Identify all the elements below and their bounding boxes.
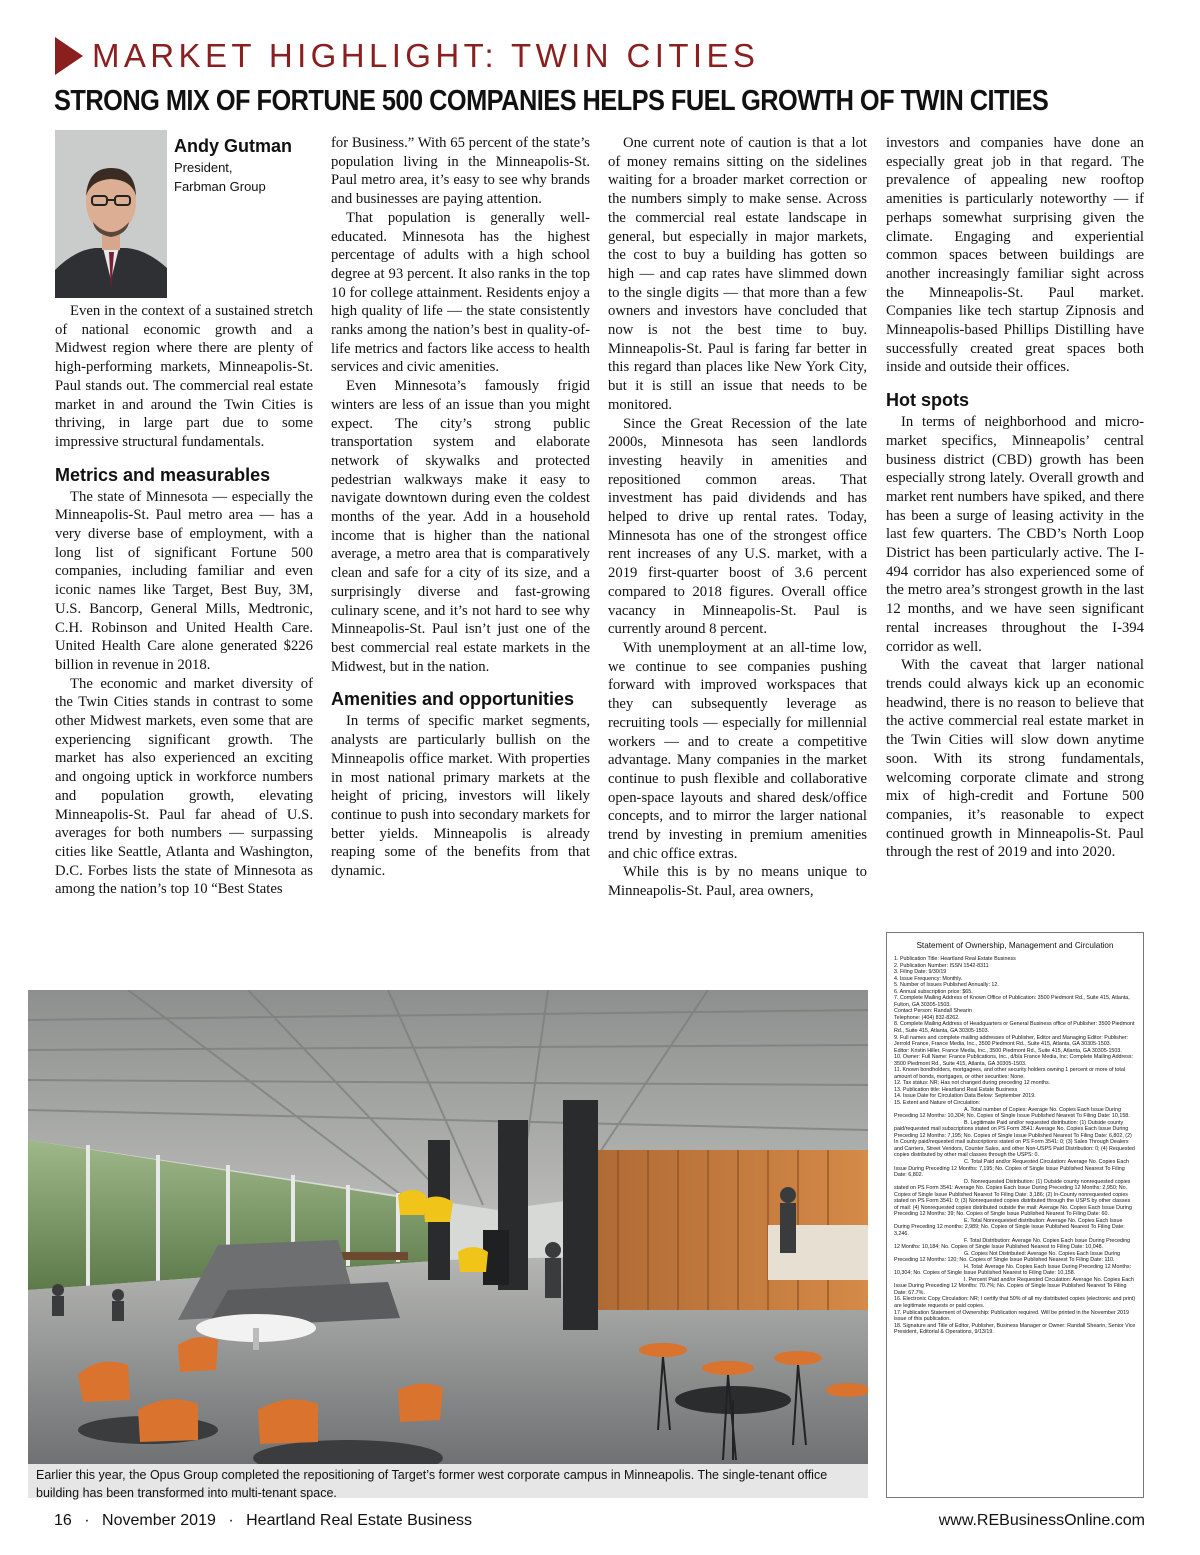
statement-line: Editor: Kristin Hiller, France Media, Inc., 3500 Piedmont Rd., Suite 415, Atlanta, GA 30305-1503. [894, 1047, 1122, 1054]
photo-caption: Earlier this year, the Opus Group completed the repositioning of Target’s former west corporate campus in Minneapolis. The single-tenant office building has been transformed into multi-tenant space. [28, 1464, 868, 1498]
paragraph-col2-1: for Business.” With 65 percent of the state’s population living in the Minneapolis-St. Paul metro area, it’s easy to see why brands and businesses are paying attention. [331, 135, 590, 208]
statement-line: 6. Annual subscription price: $65. [894, 988, 973, 995]
statement-line: Contact Person: Randall Shearin [894, 1008, 972, 1015]
subhead-amenities: Amenities and opportunities [331, 689, 575, 710]
statement-line: D. Nonrequested Distribution: (1) Outside county nonrequested copies stated on PS Form 3541: Average No. Copies Each Issue During Preceding 12 Months: 2,950; No. Copies of Single Issue Published Nearest To Filing Date: 3,186; (2) In-County nonrequested copies stated on PS Form 3541: 0; (3) Nonrequested copies distributed through the USPS by other classes of mail: (4) Nonrequested copies distributed outside the mail: Average No. Copies Each Issue During Preceding 12 Months: 39; No. Copies of Single Issue Published Nearest To Filing Date: 60. [894, 1178, 1132, 1218]
statement-line: H. Total: Average No. Copies Each Issue During Preceding 12 Months: 10,304; No. Copies of Single Issue Published Nearest to Filing Date: 10,158. [894, 1263, 1132, 1277]
ownership-statement-box [886, 932, 1144, 1498]
article-column-1 [55, 302, 313, 899]
statement-line: 12. Tax status: NR; Has not changed during preceding 12 months. [894, 1080, 1051, 1087]
page-number: 16 [54, 1512, 72, 1529]
office-interior-illustration [28, 990, 868, 1464]
statement-line: 4. Issue Frequency: Monthly. [894, 975, 963, 982]
footer-left [54, 1512, 472, 1530]
publication-name: Heartland Real Estate Business [246, 1512, 473, 1529]
paragraph-amenities: In terms of specific market segments, analysts are particularly bullish on the Minneapolis office market. With properties in most national primary markets at the height of pricing, investors will likely continue to push into secondary markets for better yields. Minneapolis is already reaping some of the benefits from that dynamic. [331, 713, 590, 880]
statement-line: B. Legitimate Paid and/or requested distribution: (1) Outside county paid/requested mail subscriptions stated on PS Form 3541: Average No. Copies Each Issue During Preceding 12 Months: 7,195; No. Copies of Single Issue Published Nearest To Filing Date: 6,802, (2) In County paid/requested mail subscriptions stated on PS Form 3541: 0; (3) Sales Through Dealers and Carriers, Street Vendors, Counter Sales, and other Non-USPS Paid Distribution: 0; (4) Requested copies distributed by other mail classes through the USPS: 0. [894, 1119, 1135, 1159]
statement-line: G. Copies Not Distributed: Average No. Copies Each Issue During Preceding 12 Months: 120; No. Copies of Single Issue Published Nearest To Filing Date: 110. [894, 1250, 1121, 1264]
paragraph-hotspots-1: In terms of neighborhood and micro-market specifics, Minneapolis’ central business district (CBD) growth has been especially strong lately. Overall growth and market rent numbers have spiked, and there has been a surge of leasing activity in the last few quarters. The CBD’s North Loop District has been particularly active. The I-494 corridor has also experienced some of the metro area’s strongest growth in the last 12 months, and we have seen significant rental increases throughout the I-394 corridor as well. [886, 414, 1144, 655]
paragraph-col2-2: That population is generally well-educated. Minnesota has the highest percentage of adults with a high school degree at 93 percent. It also ranks in the top 10 for college attainment. Residents enjoy a high quality of life — the state consistently ranks among the nation’s best in quality-of-life metrics and factors like access to health services and civic amenities. [331, 209, 590, 376]
footer-separator: · [84, 1512, 90, 1529]
statement-line: 13. Publication title: Heartland Real Estate Business [894, 1086, 1018, 1093]
author-title: President, [174, 160, 233, 175]
statement-line: 17. Publication Statement of Ownership: Publication required. Will be printed in the November 2019 issue of this publication. [894, 1309, 1129, 1323]
statement-line: A. Total number of Copies: Average No. Copies Each Issue During Preceding 12 Months: 10,304; No. Copies of Single Issue Published Nearest To Filing Date: 10,158. [894, 1106, 1130, 1120]
subhead-hotspots: Hot spots [886, 390, 969, 411]
paragraph-metrics-2: The economic and market diversity of the Twin Cities stands in contrast to some other Midwest markets, even some that are experiencing significant growth. The market has also experienced an exciting and ongoing uptick in workforce numbers and population growth, elevating Minneapolis-St. Paul far ahead of U.S. averages for both numbers — surpassing cities like Seattle, Atlanta and Washington, D.C. Forbes lists the state of Minnesota as among the nation’s top 10 “Best States [55, 675, 313, 898]
author-photo [55, 130, 167, 298]
statement-line: 15. Extent and Nature of Circulation: [894, 1100, 981, 1107]
section-title: MARKET HIGHLIGHT: TWIN CITIES [92, 37, 760, 74]
statement-line: 9. Full names and complete mailing addresses of Publisher, Editor and Managing Editor: Publisher: Jerrold France, France Media, Inc., 3500 Piedmont Rd., Suite 415, Atlanta, GA 30305-1503. [894, 1034, 1129, 1048]
author-name: Andy Gutman [174, 136, 293, 156]
statement-line: 18. Signature and Title of Editor, Publisher, Business Manager or Owner: Randall Shearin, Senior Vice President, Editorial & Operations, 9/13/19. [894, 1322, 1136, 1336]
statement-line: 16. Electronic Copy Circulation: NR; I certify that 50% of all my distributed copies (electronic and print) are legitimate requests or paid copies. [894, 1296, 1136, 1309]
statement-line: C. Total Paid and/or Requested Circulation: Average No. Copies Each Issue During Preceding 12 Months: 7,195; No. Copies of Single Issue Published Nearest To Filing Date: 6,802. [894, 1158, 1129, 1179]
statement-line: 8. Complete Mailing Address of Headquarters or General Business office of Publisher: 3500 Piedmont Rd., Suite 415, Atlanta, GA 30305-1503. [894, 1021, 1135, 1035]
paragraph-intro: Even in the context of a sustained stretch of national economic growth and a Midwest region where there are plenty of high-performing markets, Minneapolis-St. Paul stands out. The commercial real estate market in and around the Twin Cities is thriving, in large part due to some impressive structural fundamentals. [55, 303, 313, 450]
section-marker-icon [55, 37, 83, 75]
paragraph-col4-1: investors and companies have done an especially great job in that regard. The prevalence of appealing new rooftop amenities is particularly noteworthy — if perhaps somewhat surprising given the climate. Engaging and experiential common spaces between buildings are another increasingly familiar sight across the Minneapolis-St. Paul market. Companies like tech startup Zipnosis and Minneapolis-based Phillips Distilling have successfully created great spaces both inside and outside their offices. [886, 135, 1144, 376]
article-column-4 [886, 134, 1144, 862]
statement-title: Statement of Ownership, Management and Circulation [916, 941, 1114, 950]
paragraph-hotspots-2: With the caveat that larger national trends could always kick up an economic headwind, there is no reason to believe that the active commercial real estate market in the Twin Cities will slow down anytime soon. With its strong fundamentals, welcoming corporate climate and strong mix of high-credit and Fortune 500 companies, it’s reasonable to expect continued growth in Minneapolis-St. Paul through the rest of 2019 and into 2020. [886, 657, 1144, 861]
paragraph-col3-1: One current note of caution is that a lot of money remains sitting on the sidelines waiting for a broader market correction or the numbers simply to make sense. Across the commercial real estate landscape in general, but especially in major markets, the cost to buy a building has gotten so high — and cap rates have slimmed down to the single digits — that more than a few owners and investors have concluded that now is not the best time to buy. Minneapolis-St. Paul is faring far better in this regard than places like New York City, but it is still an issue that needs to be monitored. [608, 135, 867, 413]
subhead-metrics: Metrics and measurables [55, 464, 271, 485]
paragraph-metrics-1: The state of Minnesota — especially the Minneapolis-St. Paul metro area — has a very diverse base of employment, with a long list of significant Fortune 500 companies, including familiar and even iconic names like Target, Best Buy, 3M, U.S. Bancorp, General Mills, Medtronic, C.H. Robinson and United Health Care. United Health Care alone generated $226 billion in revenue in 2018. [55, 488, 313, 673]
statement-line: 11. Known bondholders, mortgagees, and other security holders owning 1 percent or more of total amount of bonds, mortgages, or other securities: None. [894, 1067, 1126, 1080]
article-column-2 [331, 134, 590, 881]
article-column-3 [608, 134, 867, 901]
statement-line: 14. Issue Date for Circulation Data Below: September 2019. [894, 1093, 1036, 1100]
statement-line: 2. Publication Number: ISSN 1542-8311 [894, 962, 989, 969]
issue-date: November 2019 [102, 1512, 216, 1529]
footer-separator: · [228, 1512, 234, 1529]
headline: STRONG MIX OF FORTUNE 500 COMPANIES HELPS FUEL GROWTH OF TWIN CITIES [54, 85, 1049, 117]
statement-line: I. Percent Paid and/or Requested Circulation: Average No. Copies Each Issue During Preceding 12 Months: 70.7%; No. Copies of Single Issue Published Nearest To Filing Date: 67.7%. [894, 1276, 1134, 1296]
office-interior-photo [28, 990, 868, 1464]
author-company: Farbman Group [174, 179, 266, 194]
website-link[interactable]: www.REBusinessOnline.com [938, 1512, 1145, 1529]
statement-line: E. Total Nonrequested distribution: Average No. Copies Each Issue During Preceding 12 months: 2,989; No. Copies of Single Issue Published Nearest To Filing Date: 3,246. [894, 1217, 1125, 1237]
statement-line: Telephone: (404) 832-8262. [894, 1014, 960, 1021]
statement-line: 7. Complete Mailing Address of Known Office of Publication: 3500 Piedmont Rd., Suite 415, Atlanta, Fulton, GA 30305-1503. [894, 995, 1130, 1008]
paragraph-col3-4: While this is by no means unique to Minneapolis-St. Paul, area owners, [608, 864, 867, 900]
statement-line: 5. Number of Issues Published Annually: 12. [894, 982, 999, 989]
paragraph-col3-3: With unemployment at an all-time low, we continue to see companies pushing forward with improved workspaces that they can subsequently leverage as recruiting tools — especially for millennial workers — and to create a competitive advantage. Many companies in the market continue to push flexible and collaborative open-space layouts and shared desk/office concepts, and to mirror the larger national trend by investing in premium amenities and chic office extras. [608, 639, 867, 862]
paragraph-col2-3: Even Minnesota’s famously frigid winters are less of an issue than you might expect. The city’s strong public transportation system and elaborate network of skywalks and protected pedestrian walkways make it easy to navigate downtown during even the coldest months of the year. Add in a household income that is higher than the national average, a metro area that is comparatively clean and safe for a city of its size, and a surprisingly diverse and fast-growing culinary scene, and it’s not hard to see why Minneapolis-St. Paul isn’t just one of the best commercial real estate markets in the Midwest, but in the nation. [331, 378, 590, 675]
statement-line: 10. Owner: Full Name: France Publications, Inc., d/b/a France Media, Inc; Complete Mailing Address: 3500 Piedmont Rd., Suite 415, Atlanta, GA 30305-1503. [894, 1054, 1134, 1067]
statement-line: F. Total Distribution: Average No. Copies Each Issue During Preceding 12 Months: 10,184; No. Copies of Single Issue Published Nearest to Filing Date: 10,048. [894, 1237, 1131, 1251]
statement-line: 3. Filing Date: 9/30/19 [894, 969, 947, 976]
author-portrait-illustration [55, 130, 167, 298]
statement-line: 1. Publication Title: Heartland Real Estate Business [894, 956, 1016, 962]
paragraph-col3-2: Since the Great Recession of the late 2000s, Minnesota has seen landlords investing heavily in amenities and repositioned common areas. That investment has paid dividends and has helped to drive up rental rates. Today, Minnesota has one of the strongest office rent increases of any U.S. market, with a 2019 first-quarter boost of 3.6 percent compared to 2018 figures. Overall office vacancy in Minneapolis-St. Paul is currently around 8 percent. [608, 415, 867, 638]
statement-body [894, 956, 1136, 1336]
